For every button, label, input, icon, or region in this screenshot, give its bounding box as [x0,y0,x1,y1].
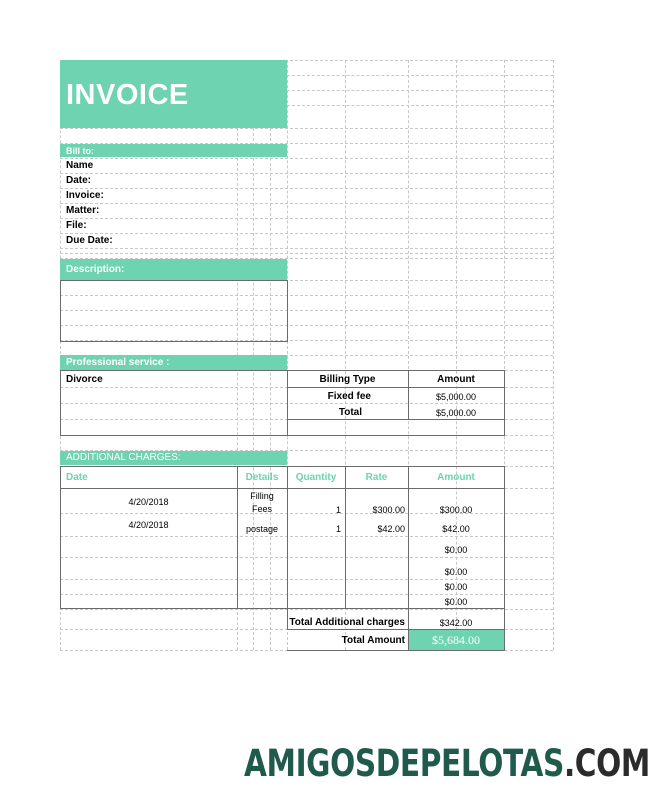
grid-line [60,609,553,610]
total-amount-label: Total Amount [341,635,405,646]
charges-divider [60,488,505,489]
additional-charges-header: ADDITIONAL CHARGES: [66,452,181,463]
grid-line [60,128,553,129]
item-rate: $300.00 [372,505,405,515]
item-rate: $42.00 [377,524,405,534]
service-amount-header: Amount [437,374,475,385]
item-quantity: 1 [335,524,341,534]
empty-amount: $0.00 [444,545,468,555]
charges-divider [345,466,346,609]
grid-line [553,60,554,650]
invoice-title: INVOICE [66,79,189,111]
brand-logo-tld: .COM [563,742,650,785]
bill-to-field-name: Name [66,160,94,171]
grid-line [60,203,553,204]
bill-to-header-bar [60,144,287,157]
grid-line [60,158,553,159]
bill-to-field-due-date: Due Date: [66,235,113,246]
charges-divider [287,466,288,630]
grid-line [60,253,553,254]
grid-line [60,248,553,249]
col-rate-header: Rate [365,472,388,483]
item-amount: $42.00 [442,524,470,534]
charges-divider [237,466,238,609]
empty-amount: $0.00 [444,567,468,577]
bill-to-field-matter: Matter: [66,205,100,216]
grid-line [60,233,553,234]
item-details-line1: Filling [250,491,274,501]
col-quantity-header: Quantity [295,472,337,483]
total-additional-value: $342.00 [439,618,473,628]
service-name: Divorce [66,374,103,385]
grid-line [287,75,553,76]
bill-to-header: Bill to: [66,146,94,156]
invoice-sheet [60,60,553,650]
col-details-header: Details [245,472,279,483]
total-amount-value: $5,684.00 [432,633,480,647]
total-additional-label: Total Additional charges [289,617,405,628]
item-date: 4/20/2018 [128,497,169,507]
grid-line [60,173,553,174]
item-date: 4/20/2018 [128,520,169,530]
bill-to-field-file: File: [66,220,87,231]
billing-type-header: Billing Type [319,374,376,385]
bill-to-field-date: Date: [66,175,92,186]
fixed-fee-label: Fixed fee [327,391,371,402]
charges-divider [287,650,505,651]
grid-line [60,188,553,189]
description-header: Description: [66,264,125,275]
service-total-label: Total [338,407,362,418]
item-details-line2: Fees [251,504,272,514]
empty-amount: $0.00 [444,597,468,607]
col-amount-header: Amount [437,472,475,483]
grid-line [287,105,553,106]
fixed-fee-amount: $5,000.00 [435,392,477,402]
empty-amount: $0.00 [444,582,468,592]
description-box[interactable] [60,280,288,342]
item-amount: $300.00 [439,505,473,515]
col-date-header: Date [66,472,88,483]
item-details: postage [245,524,279,534]
bill-to-field-invoice: Invoice: [66,190,104,201]
item-quantity: 1 [335,505,341,515]
grid-line [60,218,553,219]
service-divider [287,419,505,420]
service-total-amount: $5,000.00 [435,408,477,418]
service-divider [287,387,505,388]
grid-line [287,90,553,91]
brand-logo-main: AMIGOSDEPELOTAS [244,742,564,785]
brand-logo [244,740,650,788]
professional-service-header: Professional service : [66,357,170,368]
